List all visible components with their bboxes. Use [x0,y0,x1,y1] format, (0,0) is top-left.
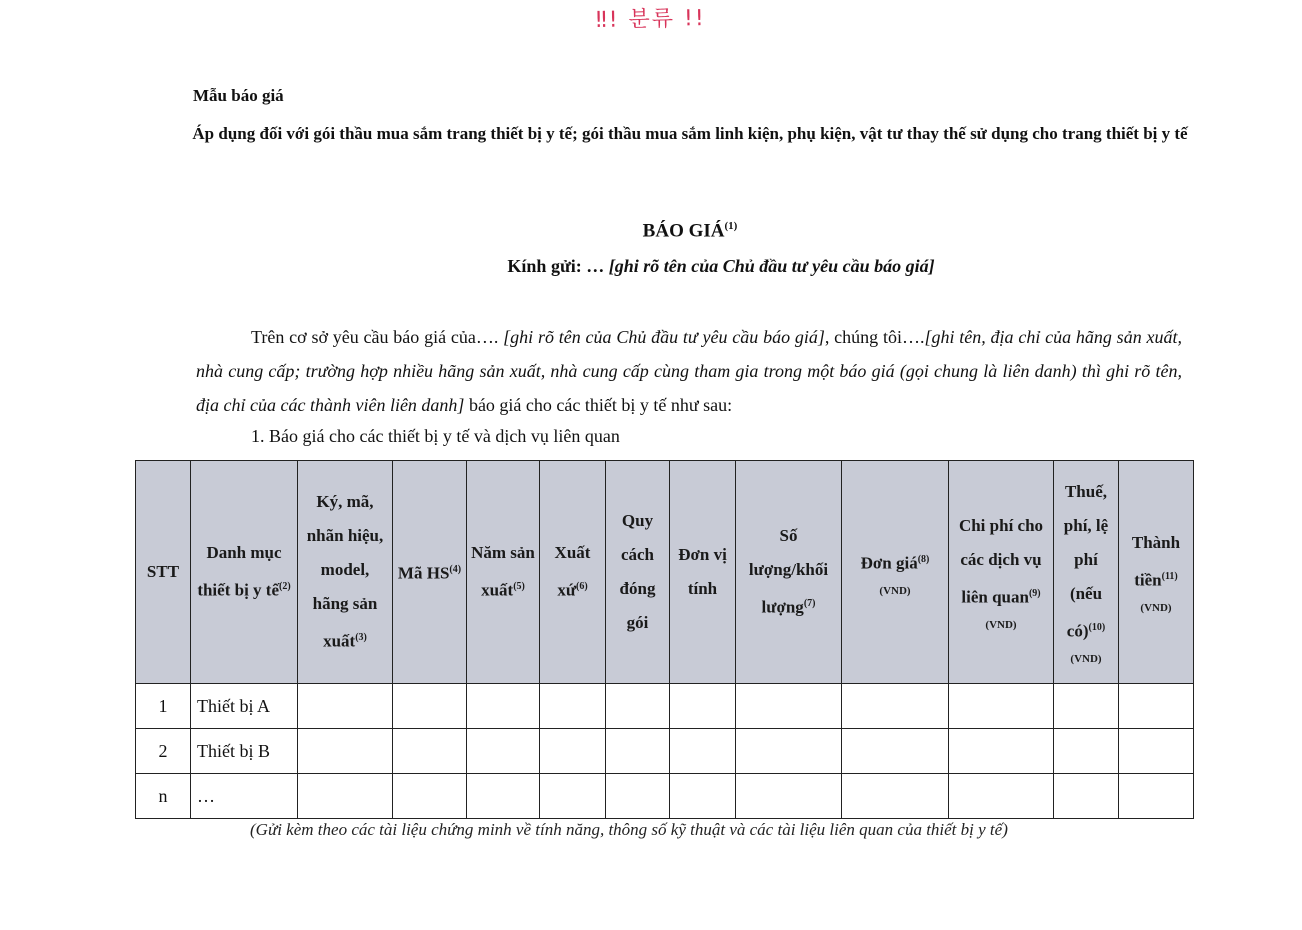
stt-cell: 1 [136,684,191,729]
intro-paragraph [196,320,1182,422]
recipient-line [0,256,1302,277]
header-cell: Thành tiền$^{(11)}$ (VND) [1119,461,1194,684]
table-row [136,774,1194,819]
header-cell: Xuất xứ$^{(6)}$ [540,461,606,684]
header-cell: Đơn vị tính [670,461,736,684]
section-heading: 1. Báo giá cho các thiết bị y tế và dịch vụ liên quan [251,426,620,446]
intro-placeholder-1: [ghi rõ tên của Chủ đầu tư yêu cầu báo giá] [503,327,825,347]
header-cell: Ký, mã, nhãn hiệu, model, hãng sản xuất$^{(3)}$ [298,461,393,684]
document-title [0,220,1302,242]
recipient-placeholder: [ghi rõ tên của Chủ đầu tư yêu cầu báo giá] [608,256,935,276]
title-footnote-ref: (1) [724,220,738,232]
header-cell: Mã HS$^{(4)}$ [393,461,467,684]
header-cell: Số lượng/khối lượng$^{(7)}$ [736,461,842,684]
applies-to-text: Áp dụng đối với gói thầu mua sắm trang thiết bị y tế; gói thầu mua sắm linh kiện, phụ kiện, vật tư thay thế sử dụng cho trang thiết bị y tế [192,124,1188,143]
table-row [136,684,1194,729]
header-cell: Quy cách đóng gói [606,461,670,684]
quotation-table [135,460,1194,819]
item-cell: Thiết bị B [191,729,298,774]
item-cell: Thiết bị A [191,684,298,729]
header-cell: Đơn giá$^{(8)}$ (VND) [842,461,949,684]
recipient-label: Kính gửi: … [507,256,605,276]
stt-cell: 2 [136,729,191,774]
intro-part-1: Trên cơ sở yêu cầu báo giá của…. [251,327,499,347]
header-cell: Năm sản xuất$^{(5)}$ [467,461,540,684]
header-cell: Danh mục thiết bị y tế$^{(2)}$ [191,461,298,684]
form-label: Mẫu báo giá [193,86,284,105]
header-cell: STT [136,461,191,684]
table-header-row [136,461,1194,684]
intro-placeholder-2: [ghi tên, địa chỉ của hãng sản xuất, nhà cung cấp; trường hợp nhiều hãng sản xuất, nhà cung cấp cùng tham gia trong một báo giá (gọi chung là liên danh) thì ghi rõ tên, địa chỉ của các thành viên liên danh] [196,327,1182,415]
header-cell: Chi phí cho các dịch vụ liên quan$^{(9)}$ (VND) [949,461,1054,684]
header-cell: Thuế, phí, lệ phí (nếu có)$^{(10)}$ (VND) [1054,461,1119,684]
title-text: BÁO GIÁ [642,220,725,242]
intro-part-2: , chúng tôi…. [824,327,925,347]
intro-part-3: báo giá cho các thiết bị y tế như sau: [464,395,733,415]
stt-cell: n [136,774,191,819]
handwritten-stamp: ‼! 분류 !! [595,6,706,33]
item-cell: … [191,774,298,819]
table-row [136,729,1194,774]
attachment-footnote: (Gửi kèm theo các tài liệu chứng minh về tính năng, thông số kỹ thuật và các tài liệu liên quan của thiết bị y tế) [250,820,1008,839]
